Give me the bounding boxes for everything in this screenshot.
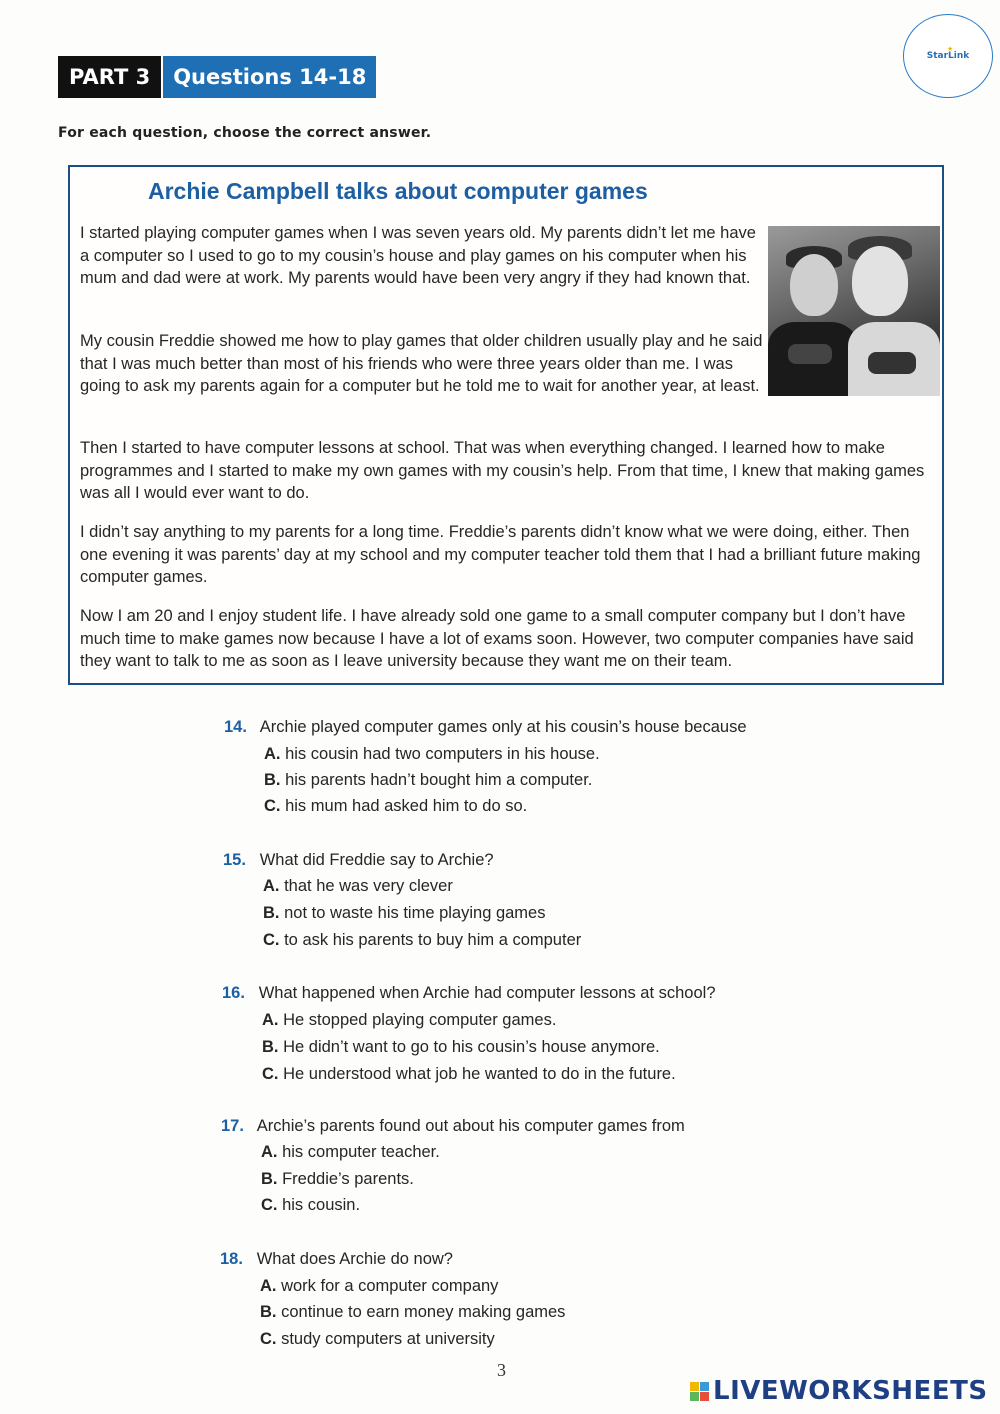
article-paragraph: Now I am 20 and I enjoy student life. I have already sold one game to a small computer company but I don’t have much time to make games now because I have a lot of exams soon. However, two computer companies have said they want to talk to me as soon as I leave university because they want me on their team. [80, 607, 914, 670]
article-title: Archie Campbell talks about computer games [148, 178, 648, 204]
option-text: He understood what job he wanted to do in the future. [283, 1065, 676, 1083]
option-text: his mum had asked him to do so. [285, 797, 528, 815]
option-17-c[interactable] [261, 1196, 360, 1215]
starlink-logo [903, 14, 993, 98]
option-14-c[interactable] [264, 797, 527, 816]
option-text: not to waste his time playing games [284, 904, 546, 922]
option-letter: C. [260, 1330, 277, 1348]
questions-range-label: Questions 14-18 [161, 56, 376, 98]
logo-text: StarLink [926, 51, 970, 61]
question-14 [224, 718, 747, 737]
option-letter: C. [262, 1065, 279, 1083]
option-letter: B. [260, 1303, 277, 1321]
game-controller-icon [788, 344, 832, 364]
article-paragraph: My cousin Freddie showed me how to play games that older children usually play and he said that I was much better than most of his friends who were three years older than me. I was going to ask my parents again for a computer but he told me to wait for another year, at least. [80, 332, 763, 395]
option-16-a[interactable] [262, 1011, 556, 1030]
gamers-photo [768, 226, 940, 396]
option-text: his computer teacher. [282, 1143, 440, 1161]
part-label: PART 3 [58, 56, 161, 98]
option-letter: C. [261, 1196, 278, 1214]
part-badge [58, 56, 376, 98]
question-number: 18. [220, 1250, 243, 1268]
question-number: 16. [222, 984, 245, 1002]
option-18-b[interactable] [260, 1303, 565, 1322]
option-17-a[interactable] [261, 1143, 440, 1162]
question-number: 17. [221, 1117, 244, 1135]
option-letter: B. [261, 1170, 278, 1188]
question-text: What did Freddie say to Archie? [259, 851, 494, 869]
option-text: He didn’t want to go to his cousin’s house anymore. [283, 1038, 660, 1056]
article-paragraph: I started playing computer games when I was seven years old. My parents didn’t let me have a computer so I used to go to my cousin’s house and play games on his computer when his mum and dad were at work. My parents would have been very angry if they had known that. [80, 224, 756, 287]
game-controller-icon [868, 352, 916, 374]
option-text: work for a computer company [281, 1277, 499, 1295]
option-text: his parents hadn’t bought him a computer. [285, 771, 593, 789]
question-16 [222, 984, 716, 1003]
option-14-b[interactable] [264, 771, 592, 790]
question-text: Archie’s parents found out about his computer games from [256, 1117, 685, 1135]
option-text: his cousin had two computers in his house. [285, 745, 600, 763]
question-number: 14. [224, 718, 247, 736]
option-letter: A. [262, 1011, 279, 1029]
option-letter: A. [264, 745, 281, 763]
option-letter: B. [262, 1038, 279, 1056]
liveworksheets-brand: LIVEWORKSHEETS [713, 1376, 988, 1406]
option-text: continue to earn money making games [281, 1303, 566, 1321]
option-letter: A. [260, 1277, 277, 1295]
option-17-b[interactable] [261, 1170, 414, 1189]
option-16-b[interactable] [262, 1038, 660, 1057]
option-letter: B. [264, 771, 281, 789]
question-text: What does Archie do now? [256, 1250, 453, 1268]
article-paragraph: I didn’t say anything to my parents for a long time. Freddie’s parents didn’t know what we were doing, either. Then one evening it was parents’ day at my school and my computer teacher told them that I had a brilliant future making computer games. [80, 523, 921, 586]
option-14-a[interactable] [264, 745, 600, 764]
instruction-text: For each question, choose the correct answer. [58, 125, 432, 141]
question-number: 15. [223, 851, 246, 869]
option-text: that he was very clever [284, 877, 453, 895]
question-18 [220, 1250, 453, 1269]
option-15-b[interactable] [263, 904, 545, 923]
option-letter: C. [263, 931, 280, 949]
page-number: 3 [497, 1360, 506, 1380]
option-16-c[interactable] [262, 1065, 676, 1084]
option-text: He stopped playing computer games. [283, 1011, 557, 1029]
option-text: his cousin. [282, 1196, 361, 1214]
option-15-a[interactable] [263, 877, 453, 896]
option-18-c[interactable] [260, 1330, 495, 1349]
option-letter: A. [263, 877, 280, 895]
question-text: What happened when Archie had computer lessons at school? [258, 984, 716, 1002]
question-15 [223, 851, 494, 870]
option-letter: C. [264, 797, 281, 815]
option-letter: B. [263, 904, 280, 922]
liveworksheets-logo [690, 1376, 988, 1406]
article-paragraph: Then I started to have computer lessons at school. That was when everything changed. I learned how to make programmes and I started to make my own games with my cousin’s help. From that time, I knew that making games was all I would ever want to do. [80, 439, 925, 502]
question-text: Archie played computer games only at his cousin’s house because [259, 718, 747, 736]
question-17 [221, 1117, 685, 1136]
option-letter: A. [261, 1143, 278, 1161]
option-15-c[interactable] [263, 931, 581, 950]
liveworksheets-icon [690, 1382, 709, 1401]
option-text: Freddie’s parents. [282, 1170, 414, 1188]
option-18-a[interactable] [260, 1277, 498, 1296]
option-text: to ask his parents to buy him a computer [284, 931, 582, 949]
option-text: study computers at university [281, 1330, 495, 1348]
star-icon: ★ [947, 45, 954, 53]
